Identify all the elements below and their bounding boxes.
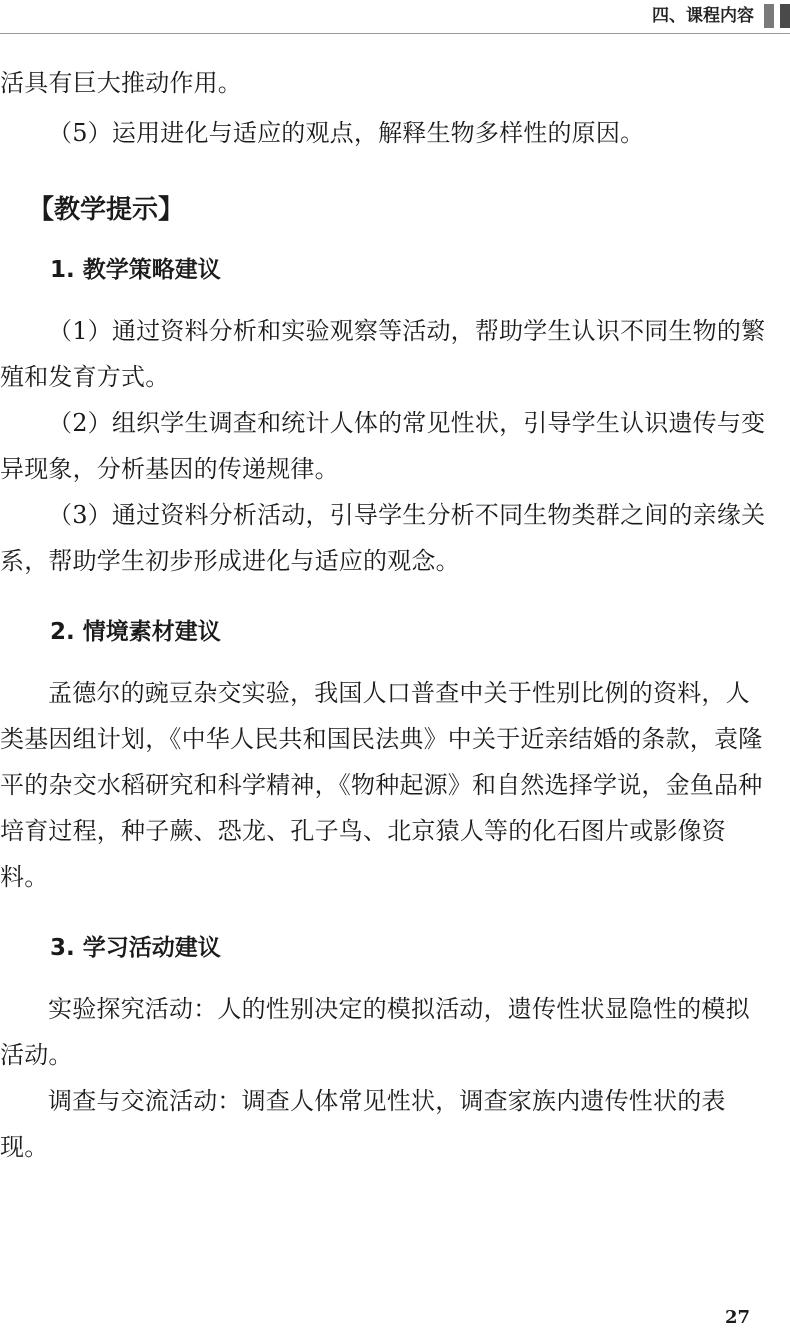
header-title: 四、课程内容 bbox=[652, 6, 754, 26]
page-content bbox=[0, 60, 770, 1170]
header-decoration-bar bbox=[780, 4, 790, 28]
paragraph: 孟德尔的豌豆杂交实验，我国人口普查中关于性别比例的资料，人类基因组计划，《中华人民共和国民法典》中关于近亲结婚的条款，袁隆平的杂交水稻研究和科学精神，《物种起源》和自然选择学说，金鱼品种培育过程，种子蕨、恐龙、孔子鸟、北京猿人等的化石图片或影像资料。 bbox=[0, 679, 763, 891]
subsection-heading-1: 1. 教学策略建议 bbox=[50, 257, 221, 283]
paragraph: 调查与交流活动：调查人体常见性状，调查家族内遗传性状的表现。 bbox=[0, 1087, 726, 1161]
running-header bbox=[0, 2, 790, 32]
paragraph: （3）通过资料分析活动，引导学生分析不同生物类群之间的亲缘关系，帮助学生初步形成进化与适应的观念。 bbox=[0, 501, 766, 575]
list-item-5: （5）运用进化与适应的观点，解释生物多样性的原因。 bbox=[48, 119, 645, 147]
subsection-heading-3: 3. 学习活动建议 bbox=[50, 935, 221, 961]
page-number: 27 bbox=[724, 1307, 750, 1328]
section-heading: 【教学提示】 bbox=[28, 195, 185, 225]
paragraph: （2）组织学生调查和统计人体的常见性状，引导学生认识遗传与变异现象，分析基因的传递规律。 bbox=[0, 409, 766, 483]
subsection-heading-2: 2. 情境素材建议 bbox=[50, 619, 221, 645]
continued-paragraph: 活具有巨大推动作用。 bbox=[0, 69, 242, 97]
header-rule bbox=[0, 33, 790, 34]
paragraph: 实验探究活动：人的性别决定的模拟活动，遗传性状显隐性的模拟活动。 bbox=[0, 995, 750, 1069]
paragraph: （1）通过资料分析和实验观察等活动，帮助学生认识不同生物的繁殖和发育方式。 bbox=[0, 317, 766, 391]
header-decoration-bar bbox=[764, 4, 774, 28]
